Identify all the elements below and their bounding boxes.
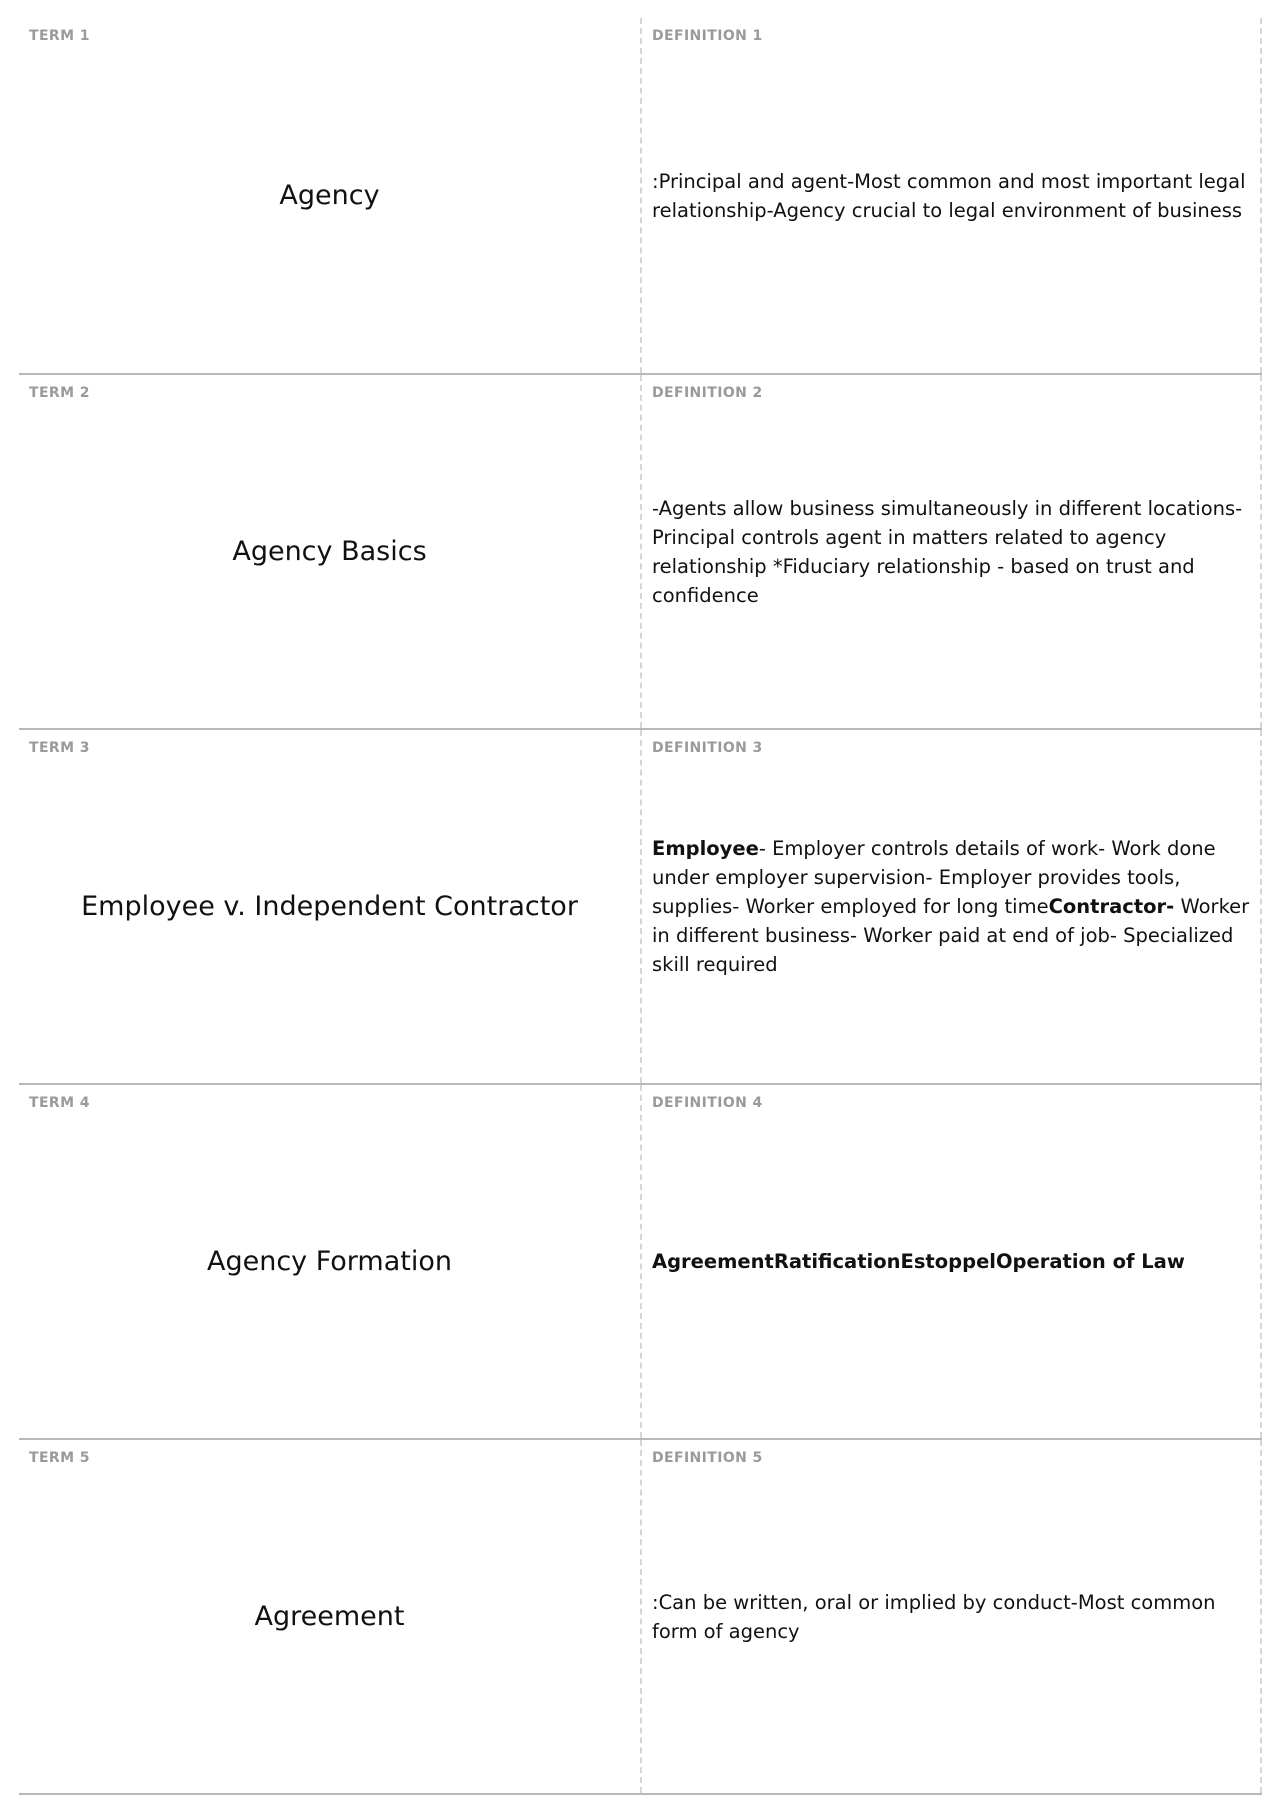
term-cell (19, 1085, 642, 1438)
flashcard-row (19, 18, 1262, 375)
definition-cell (642, 730, 1262, 1083)
definition-bold-segment: Employee (652, 837, 759, 860)
definition-label: DEFINITION 5 (652, 1450, 763, 1466)
definition-segment: :Can be written, oral or implied by conduct-Most common form of agency (652, 1590, 1216, 1643)
flashcard-row (19, 1440, 1262, 1795)
term-cell (19, 18, 642, 373)
term-text: Employee v. Independent Contractor (81, 891, 578, 922)
definition-text (652, 1247, 1185, 1276)
definition-segment: -Agents allow business simultaneously in different locations-Principal controls agent in matters related to agency relationship *Fiduciary relationship - based on trust and confidence (652, 496, 1243, 607)
term-cell (19, 730, 642, 1083)
term-label: TERM 4 (29, 1095, 90, 1111)
term-text: Agreement (254, 1601, 405, 1632)
definition-text (652, 1588, 1252, 1646)
term-label: TERM 3 (29, 740, 90, 756)
term-text: Agency (279, 180, 380, 211)
term-cell (19, 375, 642, 728)
definition-cell (642, 1085, 1262, 1438)
definition-text (652, 834, 1252, 979)
definition-label: DEFINITION 2 (652, 385, 763, 401)
term-label: TERM 5 (29, 1450, 90, 1466)
term-text: Agency Formation (206, 1246, 453, 1277)
definition-bold-segment: Contractor- (1048, 895, 1175, 918)
definition-segment: Worker in different business- Worker paid at end of job- Specialized skill required (652, 895, 1250, 976)
definition-text (652, 494, 1252, 610)
term-label: TERM 1 (29, 28, 90, 44)
definition-label: DEFINITION 1 (652, 28, 763, 44)
definition-label: DEFINITION 3 (652, 740, 763, 756)
flashcard-row (19, 375, 1262, 730)
definition-cell (642, 18, 1262, 373)
flashcard-sheet (19, 18, 1262, 1795)
flashcard-row (19, 1085, 1262, 1440)
definition-bold-segment: AgreementRatificationEstoppelOperation of Law (652, 1250, 1185, 1273)
definition-cell (642, 375, 1262, 728)
term-label: TERM 2 (29, 385, 90, 401)
term-cell (19, 1440, 642, 1793)
term-text: Agency Basics (232, 536, 427, 567)
definition-segment: - Employer controls details of work- Work done under employer supervision- Employer provides tools, supplies- Worker employed for long time (652, 837, 1216, 918)
definition-segment: :Principal and agent-Most common and most important legal relationship-Agency crucial to legal environment of business (652, 169, 1246, 222)
definition-label: DEFINITION 4 (652, 1095, 763, 1111)
definition-cell (642, 1440, 1262, 1793)
definition-text (652, 167, 1252, 225)
flashcard-row (19, 730, 1262, 1085)
